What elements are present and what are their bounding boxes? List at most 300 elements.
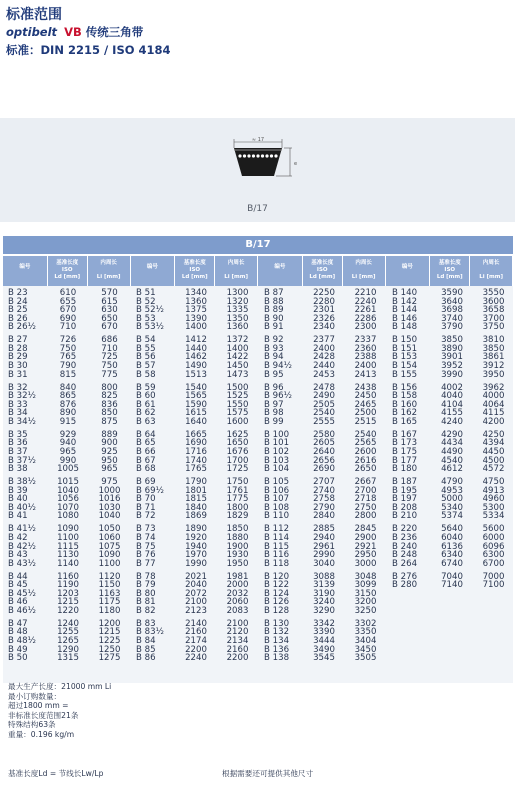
datum-length-cell: 2885 bbox=[313, 524, 335, 535]
datum-length-cell: 790 bbox=[59, 361, 77, 372]
datum-length-cell: 1203 bbox=[57, 588, 79, 599]
belt-code-cell: B 105 bbox=[264, 477, 290, 488]
inner-length-cell: 965 bbox=[101, 464, 118, 475]
belt-code-cell: B 40½ bbox=[8, 502, 36, 513]
inner-length-cell: 5334 bbox=[482, 511, 505, 522]
inner-length-cell: 2616 bbox=[354, 455, 377, 466]
belt-code-cell: B 65 bbox=[136, 438, 156, 449]
belt-code-cell: B 240 bbox=[392, 541, 418, 552]
belt-code-cell: B 53½ bbox=[136, 322, 164, 333]
belt-code-cell: B 32 bbox=[8, 382, 28, 393]
datum-length-cell: 990 bbox=[59, 455, 77, 466]
belt-code-cell: B 27 bbox=[8, 335, 28, 346]
datum-length-cell: 2280 bbox=[313, 296, 335, 307]
inner-length-cell: 650 bbox=[101, 313, 118, 324]
header-code: 编号 bbox=[258, 256, 303, 286]
inner-length-cell: 2700 bbox=[354, 485, 377, 496]
belt-code-cell: B 132 bbox=[264, 627, 290, 638]
inner-length-cell: 3850 bbox=[482, 343, 505, 354]
inner-length-cell: 7100 bbox=[482, 580, 505, 591]
belt-code-cell: B 175 bbox=[392, 446, 418, 457]
inner-length-cell: 3750 bbox=[482, 322, 505, 333]
inner-length-cell: 2450 bbox=[354, 391, 377, 402]
inner-length-cell: 2200 bbox=[226, 653, 249, 664]
inner-length-cell: 2060 bbox=[226, 597, 249, 608]
inner-length-cell: 4913 bbox=[482, 485, 505, 496]
datum-length-cell: 890 bbox=[59, 408, 77, 419]
inner-length-cell: 4115 bbox=[482, 408, 505, 419]
inner-length-cell: 1473 bbox=[226, 369, 249, 380]
inner-length-cell: 1750 bbox=[226, 477, 249, 488]
inner-length-cell: 5300 bbox=[482, 502, 505, 513]
datum-length-cell: 4434 bbox=[441, 438, 463, 449]
inner-length-cell: 1360 bbox=[226, 322, 249, 333]
belt-code-column bbox=[131, 289, 176, 683]
belt-code-cell: B 195 bbox=[392, 485, 418, 496]
belt-code-cell: B 49 bbox=[8, 644, 28, 655]
belt-code-cell: B 96½ bbox=[264, 391, 292, 402]
datum-length-cell: 6136 bbox=[441, 541, 463, 552]
inner-length-cell: 800 bbox=[101, 382, 118, 393]
inner-length-cell: 1320 bbox=[226, 296, 249, 307]
inner-length-cell: 2083 bbox=[226, 605, 249, 616]
datum-length-cell: 2990 bbox=[313, 550, 335, 561]
inner-length-cell: 3250 bbox=[354, 605, 377, 616]
datum-length-cell: 4240 bbox=[441, 416, 463, 427]
belt-code-cell: B 134 bbox=[264, 636, 290, 647]
datum-length-cell: 1190 bbox=[57, 580, 79, 591]
belt-code-cell: B 73 bbox=[136, 524, 156, 535]
inner-length-cell: 1300 bbox=[226, 288, 249, 298]
inner-length-cell: 3950 bbox=[482, 369, 505, 380]
inner-length-cell: 1060 bbox=[98, 532, 121, 543]
belt-code-cell: B 64 bbox=[136, 429, 156, 440]
inner-length-cell: 1000 bbox=[98, 485, 121, 496]
belt-code-cell: B 37 bbox=[8, 446, 28, 457]
inner-length-cell: 4500 bbox=[482, 455, 505, 466]
header-datum-length: 基准长度 ISO Ld [mm] bbox=[430, 256, 470, 286]
inner-length-cell: 6000 bbox=[482, 532, 505, 543]
belt-code-cell: B 50 bbox=[8, 653, 28, 664]
inner-length-cell: 3962 bbox=[482, 382, 505, 393]
datum-length-cell: 4155 bbox=[441, 408, 463, 419]
datum-length-cell: 6040 bbox=[441, 532, 463, 543]
datum-length-cell: 940 bbox=[59, 438, 77, 449]
inner-length-column bbox=[344, 289, 387, 683]
datum-length-cell: 3139 bbox=[313, 580, 335, 591]
inner-length-cell: 2500 bbox=[354, 408, 377, 419]
inner-length-cell: 4250 bbox=[482, 429, 505, 440]
inner-length-cell: 2400 bbox=[354, 361, 377, 372]
belt-code-cell: B 70 bbox=[136, 494, 156, 505]
footer-left-note: 基准长度Ld = 节线长Lw/Lp bbox=[8, 769, 104, 778]
table-section-title: B/17 bbox=[3, 236, 513, 254]
belt-code-cell: B 81 bbox=[136, 597, 156, 608]
inner-length-cell: 1400 bbox=[226, 343, 249, 354]
datum-length-cell: 3698 bbox=[441, 305, 463, 316]
datum-length-cell: 655 bbox=[59, 296, 77, 307]
inner-length-cell: 3150 bbox=[354, 588, 377, 599]
belt-code-cell: B 32½ bbox=[8, 391, 36, 402]
belt-code-cell: B 120 bbox=[264, 571, 290, 582]
belt-code-cell: B 77 bbox=[136, 558, 156, 569]
datum-length-cell: 2690 bbox=[313, 464, 335, 475]
inner-length-cell: 2388 bbox=[354, 352, 377, 363]
belt-code-cell: B 210 bbox=[392, 511, 418, 522]
inner-length-cell: 975 bbox=[101, 477, 118, 488]
datum-length-cell: 2040 bbox=[185, 580, 207, 591]
belt-code-cell: B 26 bbox=[8, 313, 28, 324]
table-column-group bbox=[131, 289, 259, 683]
datum-length-cell: 2301 bbox=[313, 305, 335, 316]
inner-length-cell: 2750 bbox=[354, 502, 377, 513]
notes-block bbox=[8, 682, 111, 740]
belt-code-cell: B 173 bbox=[392, 438, 418, 449]
inner-length-cell: 1275 bbox=[98, 653, 121, 664]
datum-length-cell: 1255 bbox=[57, 627, 79, 638]
belt-code-cell: B 128 bbox=[264, 605, 290, 616]
datum-length-column bbox=[48, 289, 88, 683]
belt-code-cell: B 276 bbox=[392, 571, 418, 582]
belt-code-cell: B 94½ bbox=[264, 361, 292, 372]
datum-length-cell: 2428 bbox=[313, 352, 335, 363]
inner-length-cell: 1829 bbox=[226, 511, 249, 522]
datum-length-cell: 2790 bbox=[313, 502, 335, 513]
belt-code-cell: B 67 bbox=[136, 455, 156, 466]
inner-length-cell: 6700 bbox=[482, 558, 505, 569]
belt-code-cell: B 54 bbox=[136, 335, 156, 346]
datum-length-cell: 1440 bbox=[185, 343, 207, 354]
inner-length-cell: 1030 bbox=[98, 502, 121, 513]
inner-length-cell: 2100 bbox=[226, 618, 249, 629]
datum-length-cell: 5000 bbox=[441, 494, 463, 505]
inner-length-cell: 4750 bbox=[482, 477, 505, 488]
inner-length-cell: 3912 bbox=[482, 361, 505, 372]
inner-length-cell: 1040 bbox=[98, 511, 121, 522]
datum-length-cell: 2656 bbox=[313, 455, 335, 466]
belt-code-cell: B 160 bbox=[392, 399, 418, 410]
belt-code-cell: B 95 bbox=[264, 369, 284, 380]
inner-length-cell: 1120 bbox=[98, 571, 121, 582]
note-line: 最小订购数量： bbox=[8, 691, 62, 701]
belt-code-cell: B 151 bbox=[392, 343, 418, 354]
inner-length-cell: 2540 bbox=[354, 429, 377, 440]
belt-code-cell: B 48½ bbox=[8, 636, 36, 647]
datum-length-cell: 3990 bbox=[441, 369, 463, 380]
datum-length-cell: 2478 bbox=[313, 382, 335, 393]
belt-code-cell: B 74 bbox=[136, 532, 156, 543]
datum-length-cell: 2072 bbox=[185, 588, 207, 599]
datum-length-cell: 3240 bbox=[313, 597, 335, 608]
datum-length-cell: 1540 bbox=[185, 382, 207, 393]
belt-code-cell: B 107 bbox=[264, 494, 290, 505]
datum-length-cell: 3390 bbox=[313, 627, 335, 638]
datum-length-cell: 1801 bbox=[185, 485, 207, 496]
inner-length-cell: 5600 bbox=[482, 524, 505, 535]
belt-code-cell: B 146 bbox=[392, 313, 418, 324]
datum-length-cell: 1070 bbox=[57, 502, 79, 513]
inner-length-cell: 4450 bbox=[482, 446, 505, 457]
datum-length-cell: 1665 bbox=[185, 429, 207, 440]
belt-code-cell: B 29 bbox=[8, 352, 28, 363]
datum-length-cell: 2326 bbox=[313, 313, 335, 324]
inner-length-cell: 4000 bbox=[482, 391, 505, 402]
inner-length-cell: 1550 bbox=[226, 399, 249, 410]
belt-code-cell: B 37½ bbox=[8, 455, 36, 466]
belt-code-cell: B 102 bbox=[264, 446, 290, 457]
header-inner-length: 内周长 Li [mm] bbox=[343, 256, 386, 286]
inner-length-cell: 1016 bbox=[98, 494, 121, 505]
datum-length-cell: 2505 bbox=[313, 399, 335, 410]
inner-length-cell: 4960 bbox=[482, 494, 505, 505]
inner-length-cell: 2413 bbox=[354, 369, 377, 380]
belt-code-cell: B 42 bbox=[8, 532, 28, 543]
belt-code-cell: B 39 bbox=[8, 485, 28, 496]
datum-length-cell: 4612 bbox=[441, 464, 463, 475]
datum-length-cell: 2840 bbox=[313, 511, 335, 522]
header-inner-length: 内周长 Li [mm] bbox=[88, 256, 131, 286]
inner-length-cell: 3000 bbox=[354, 558, 377, 569]
datum-length-cell: 1220 bbox=[57, 605, 79, 616]
datum-length-cell: 4540 bbox=[441, 455, 463, 466]
datum-length-cell: 3901 bbox=[441, 352, 463, 363]
inner-length-cell: 2286 bbox=[354, 313, 377, 324]
inner-length-cell: 1175 bbox=[98, 597, 121, 608]
datum-length-cell: 2707 bbox=[313, 477, 335, 488]
datum-length-cell: 1375 bbox=[185, 305, 207, 316]
inner-length-cell: 570 bbox=[101, 288, 118, 298]
note-line: 最大生产长度：21000 mm Li bbox=[8, 682, 112, 691]
belt-code-cell: B 103 bbox=[264, 455, 290, 466]
belt-code-cell: B 165 bbox=[392, 416, 418, 427]
datum-length-cell: 3040 bbox=[313, 558, 335, 569]
belt-code-cell: B 110 bbox=[264, 511, 290, 522]
belt-code-cell: B 155 bbox=[392, 369, 418, 380]
inner-length-cell: 725 bbox=[101, 352, 118, 363]
inner-length-cell: 1761 bbox=[226, 485, 249, 496]
inner-length-cell: 1950 bbox=[226, 558, 249, 569]
inner-length-cell: 3550 bbox=[482, 288, 505, 298]
belt-code-cell: B 24 bbox=[8, 296, 28, 307]
belt-code-cell: B 52 bbox=[136, 296, 156, 307]
belt-code-cell: B 79 bbox=[136, 580, 156, 591]
inner-length-cell: 686 bbox=[101, 335, 118, 346]
belt-code-cell: B 47 bbox=[8, 618, 28, 629]
inner-length-cell: 4064 bbox=[482, 399, 505, 410]
inner-length-cell: 615 bbox=[101, 296, 118, 307]
belt-code-cell: B 69 bbox=[136, 477, 156, 488]
inner-length-cell: 1775 bbox=[226, 494, 249, 505]
inner-length-cell: 2360 bbox=[354, 343, 377, 354]
datum-length-cell: 3088 bbox=[313, 571, 335, 582]
belt-code-cell: B 82 bbox=[136, 605, 156, 616]
note-line: 非标准长度范围21条 bbox=[8, 710, 79, 720]
note-line: 特殊结构63条 bbox=[8, 720, 56, 730]
table-column-group bbox=[3, 289, 131, 683]
belt-code-cell: B 118 bbox=[264, 558, 290, 569]
inner-length-cell: 1350 bbox=[226, 313, 249, 324]
inner-length-cell: 1050 bbox=[98, 524, 121, 535]
belt-code-cell: B 28 bbox=[8, 343, 28, 354]
belt-code-cell: B 122 bbox=[264, 580, 290, 591]
product-name: 传统三角带 bbox=[85, 25, 144, 39]
datum-length-cell: 2123 bbox=[185, 605, 207, 616]
inner-length-cell: 3450 bbox=[354, 644, 377, 655]
inner-length-cell: 1200 bbox=[98, 618, 121, 629]
datum-length-cell: 1490 bbox=[185, 361, 207, 372]
datum-length-cell: 1462 bbox=[185, 352, 207, 363]
belt-code-cell: B 69½ bbox=[136, 485, 164, 496]
inner-length-cell: 875 bbox=[101, 416, 118, 427]
belt-code-cell: B 63 bbox=[136, 416, 156, 427]
inner-length-cell: 2160 bbox=[226, 644, 249, 655]
inner-length-cell: 2950 bbox=[354, 550, 377, 561]
belt-code-cell: B 142 bbox=[392, 296, 418, 307]
inner-length-cell: 6096 bbox=[482, 541, 505, 552]
belt-code-cell: B 36 bbox=[8, 438, 28, 449]
belt-code-cell: B 116 bbox=[264, 550, 290, 561]
belt-cords bbox=[238, 154, 277, 157]
belt-code-cell: B 43 bbox=[8, 550, 28, 561]
belt-code-cell: B 187 bbox=[392, 477, 418, 488]
inner-length-cell: 630 bbox=[101, 305, 118, 316]
belt-code-cell: B 264 bbox=[392, 558, 418, 569]
belt-code-cell: B 56 bbox=[136, 352, 156, 363]
belt-code-cell: B 26½ bbox=[8, 322, 36, 333]
datum-length-cell: 1265 bbox=[57, 636, 79, 647]
datum-length-cell: 4790 bbox=[441, 477, 463, 488]
belt-code-cell: B 30 bbox=[8, 361, 28, 372]
datum-length-cell: 2540 bbox=[313, 408, 335, 419]
datum-length-cell: 5340 bbox=[441, 502, 463, 513]
inner-length-cell: 1981 bbox=[226, 571, 249, 582]
belt-code-cell: B 104 bbox=[264, 464, 290, 475]
inner-length-cell: 2921 bbox=[354, 541, 377, 552]
inner-length-cell: 3861 bbox=[482, 352, 505, 363]
inner-length-cell: 2210 bbox=[354, 288, 377, 298]
product-subtitle bbox=[6, 24, 143, 40]
belt-code-cell: B 43½ bbox=[8, 558, 36, 569]
belt-code-cell: B 85 bbox=[136, 644, 156, 655]
datum-length-column bbox=[432, 289, 472, 683]
inner-length-cell: 889 bbox=[101, 429, 118, 440]
datum-length-cell: 1869 bbox=[185, 511, 207, 522]
brand-name: optibelt bbox=[6, 25, 58, 39]
datum-length-cell: 1815 bbox=[185, 494, 207, 505]
datum-length-cell: 1716 bbox=[185, 446, 207, 457]
inner-length-cell: 1880 bbox=[226, 532, 249, 543]
belt-code-cell: B 80 bbox=[136, 588, 156, 599]
belt-code-cell: B 177 bbox=[392, 455, 418, 466]
note-line: 超过1800 mm = bbox=[8, 701, 69, 711]
belt-code-cell: B 94 bbox=[264, 352, 284, 363]
datum-length-column bbox=[176, 289, 216, 683]
belt-code-cell: B 52½ bbox=[136, 305, 164, 316]
inner-length-cell: 1090 bbox=[98, 550, 121, 561]
inner-length-cell: 3048 bbox=[354, 571, 377, 582]
datum-length-cell: 876 bbox=[59, 399, 77, 410]
belt-code-cell: B 197 bbox=[392, 494, 418, 505]
datum-length-cell: 929 bbox=[59, 429, 77, 440]
inner-length-cell: 2300 bbox=[354, 322, 377, 333]
datum-length-cell: 2174 bbox=[185, 636, 207, 647]
inner-length-cell: 1525 bbox=[226, 391, 249, 402]
datum-length-cell: 1056 bbox=[57, 494, 79, 505]
belt-code-cell: B 66 bbox=[136, 446, 156, 457]
datum-length-cell: 965 bbox=[59, 446, 77, 457]
belt-code-cell: B 96 bbox=[264, 382, 284, 393]
belt-code-cell: B 84 bbox=[136, 636, 156, 647]
belt-code-cell: B 124 bbox=[264, 588, 290, 599]
datum-length-cell: 1160 bbox=[57, 571, 79, 582]
belt-code-cell: B 167 bbox=[392, 429, 418, 440]
datum-length-cell: 2640 bbox=[313, 446, 335, 457]
belt-code-cell: B 101 bbox=[264, 438, 290, 449]
belt-code-cell: B 55 bbox=[136, 343, 156, 354]
footer-right-note: 根据需要还可提供其他尺寸 bbox=[222, 769, 314, 778]
inner-length-cell: 3404 bbox=[354, 636, 377, 647]
inner-length-cell: 2515 bbox=[354, 416, 377, 427]
inner-length-cell: 2000 bbox=[226, 580, 249, 591]
inner-length-cell: 710 bbox=[101, 343, 118, 354]
datum-length-cell: 710 bbox=[59, 322, 77, 333]
datum-length-cell: 2940 bbox=[313, 532, 335, 543]
belt-code-cell: B 154 bbox=[392, 361, 418, 372]
belt-code-cell: B 112 bbox=[264, 524, 290, 535]
datum-length-cell: 1080 bbox=[57, 511, 79, 522]
datum-length-cell: 7140 bbox=[441, 580, 463, 591]
belt-code-cell: B 248 bbox=[392, 550, 418, 561]
datum-length-cell: 1615 bbox=[185, 408, 207, 419]
belt-code-cell: B 45½ bbox=[8, 588, 36, 599]
datum-length-cell: 1590 bbox=[185, 399, 207, 410]
datum-length-cell: 2340 bbox=[313, 322, 335, 333]
belt-code-cell: B 75 bbox=[136, 541, 156, 552]
datum-length-cell: 1690 bbox=[185, 438, 207, 449]
standard-line: 标准：DIN 2215 / ISO 4184 bbox=[6, 43, 171, 57]
belt-code-cell: B 61 bbox=[136, 399, 156, 410]
datum-length-cell: 1740 bbox=[185, 455, 207, 466]
header-code: 编号 bbox=[3, 256, 48, 286]
belt-code-cell: B 136 bbox=[264, 644, 290, 655]
belt-code-column bbox=[387, 289, 432, 683]
table-column-group bbox=[259, 289, 387, 683]
datum-length-cell: 1015 bbox=[57, 477, 79, 488]
belt-code-cell: B 38 bbox=[8, 464, 28, 475]
inner-length-cell: 3600 bbox=[482, 296, 505, 307]
inner-length-cell: 1075 bbox=[98, 541, 121, 552]
datum-length-cell: 3190 bbox=[313, 588, 335, 599]
inner-length-cell: 1676 bbox=[226, 446, 249, 457]
belt-code-cell: B 83½ bbox=[136, 627, 164, 638]
width-dimension-label: ≈ 17 bbox=[251, 137, 265, 143]
inner-length-cell: 2240 bbox=[354, 296, 377, 307]
datum-length-cell: 1090 bbox=[57, 524, 79, 535]
belt-code-cell: B 130 bbox=[264, 618, 290, 629]
datum-length-cell: 1215 bbox=[57, 597, 79, 608]
belt-code-cell: B 86 bbox=[136, 653, 156, 664]
inner-length-cell: 2667 bbox=[354, 477, 377, 488]
belt-code-cell: B 108 bbox=[264, 502, 290, 513]
inner-length-cell: 1163 bbox=[98, 588, 121, 599]
inner-length-cell: 6300 bbox=[482, 550, 505, 561]
belt-code-cell: B 99 bbox=[264, 416, 284, 427]
inner-length-cell: 2845 bbox=[354, 524, 377, 535]
inner-length-cell: 1700 bbox=[226, 455, 249, 466]
datum-length-cell: 2160 bbox=[185, 627, 207, 638]
datum-length-cell: 1920 bbox=[185, 532, 207, 543]
belt-code-cell: B 100 bbox=[264, 429, 290, 440]
